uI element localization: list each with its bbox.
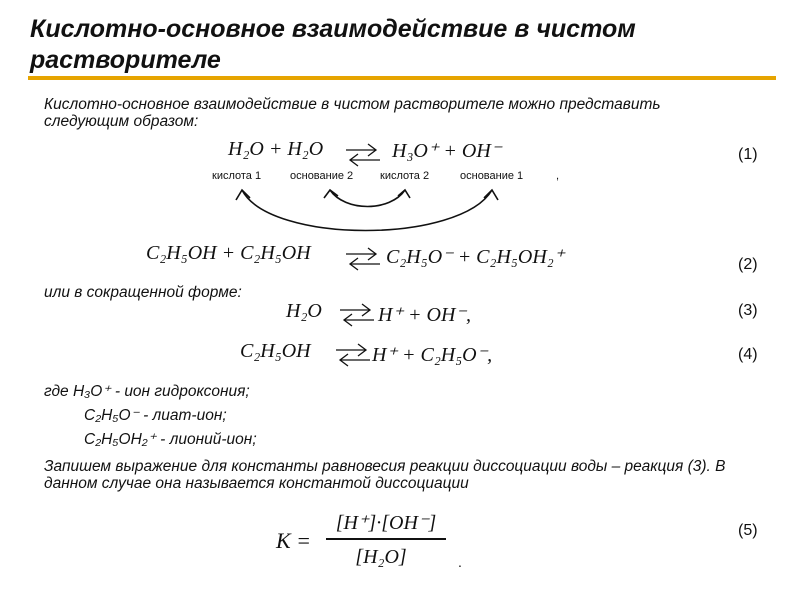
conjugate-pair-arrows — [230, 182, 520, 242]
role-base2: основание 2 — [290, 170, 354, 182]
short-form-label: или в сокращенной форме: — [44, 284, 242, 301]
equilibrium-arrow-icon — [334, 340, 372, 370]
eq2-left-text: C₂H₅OH + C₂H₅OH — [146, 242, 311, 264]
equation-3-number: (3) — [738, 302, 758, 319]
eq1-right-text: H₃O⁺ + OH⁻ — [392, 140, 502, 162]
role-acid2: кислота 2 — [380, 170, 430, 182]
eq4-left-text: C₂H₅OH — [240, 340, 311, 362]
equilibrium-arrow-icon — [338, 300, 376, 330]
equation-1-right — [392, 138, 501, 163]
role-comma: , — [556, 170, 560, 182]
role-acid1: кислота 1 — [212, 170, 262, 182]
intro-text: Кислотно-основное взаимодействие в чистом растворителе можно представить следующим образом: — [44, 96, 661, 130]
equation-4-number: (4) — [738, 346, 758, 363]
eq3-left-text: H₂O — [286, 300, 322, 322]
equation-2-left — [146, 242, 311, 265]
eq3-right-text: H⁺ + OH⁻, — [378, 304, 471, 326]
conclusion-text: Запишем выражение для константы равновесия реакции диссоциации воды – реакция (3). В данном случае она называется константой диссоциации — [44, 458, 726, 492]
eq2-right-text: C₂H₅O⁻ + C₂H₅OH₂⁺ — [386, 246, 565, 268]
equation-5-number: (5) — [738, 522, 758, 539]
equilibrium-arrow-icon — [344, 244, 382, 274]
equation-3-right — [378, 302, 471, 327]
equation-5-lhs: K = — [276, 528, 312, 553]
equation-5-numerator: [H⁺]·[OH⁻] — [335, 512, 437, 534]
eq1-left-text: H₂O + H₂O — [228, 138, 324, 160]
equation-2-right — [386, 244, 564, 269]
definition-lyonium: C₂H₅OH₂⁺ - лионий-ион; — [84, 431, 257, 448]
equation-1-left — [228, 138, 323, 161]
equation-3-left — [286, 300, 322, 323]
title-underline-bar — [28, 76, 776, 80]
equation-5-end: . — [458, 554, 462, 570]
definition-hydronium: где H₃O⁺ - ион гидроксония; — [44, 383, 250, 400]
fraction-bar — [326, 538, 446, 540]
equation-5-denominator: [H₂O] — [355, 546, 407, 568]
equation-4-left — [240, 340, 311, 363]
definition-lyate: C₂H₅O⁻ - лиат-ион; — [84, 407, 227, 424]
slide-title: Кислотно-основное взаимодействие в чистом растворителе — [30, 15, 636, 74]
equation-2-number: (2) — [738, 256, 758, 273]
eq4-right-text: H⁺ + C₂H₅O⁻, — [372, 344, 493, 366]
equilibrium-arrow-icon — [344, 140, 382, 170]
equation-4-right — [372, 342, 492, 367]
equation-1-number: (1) — [738, 146, 758, 163]
role-base1: основание 1 — [460, 170, 524, 182]
